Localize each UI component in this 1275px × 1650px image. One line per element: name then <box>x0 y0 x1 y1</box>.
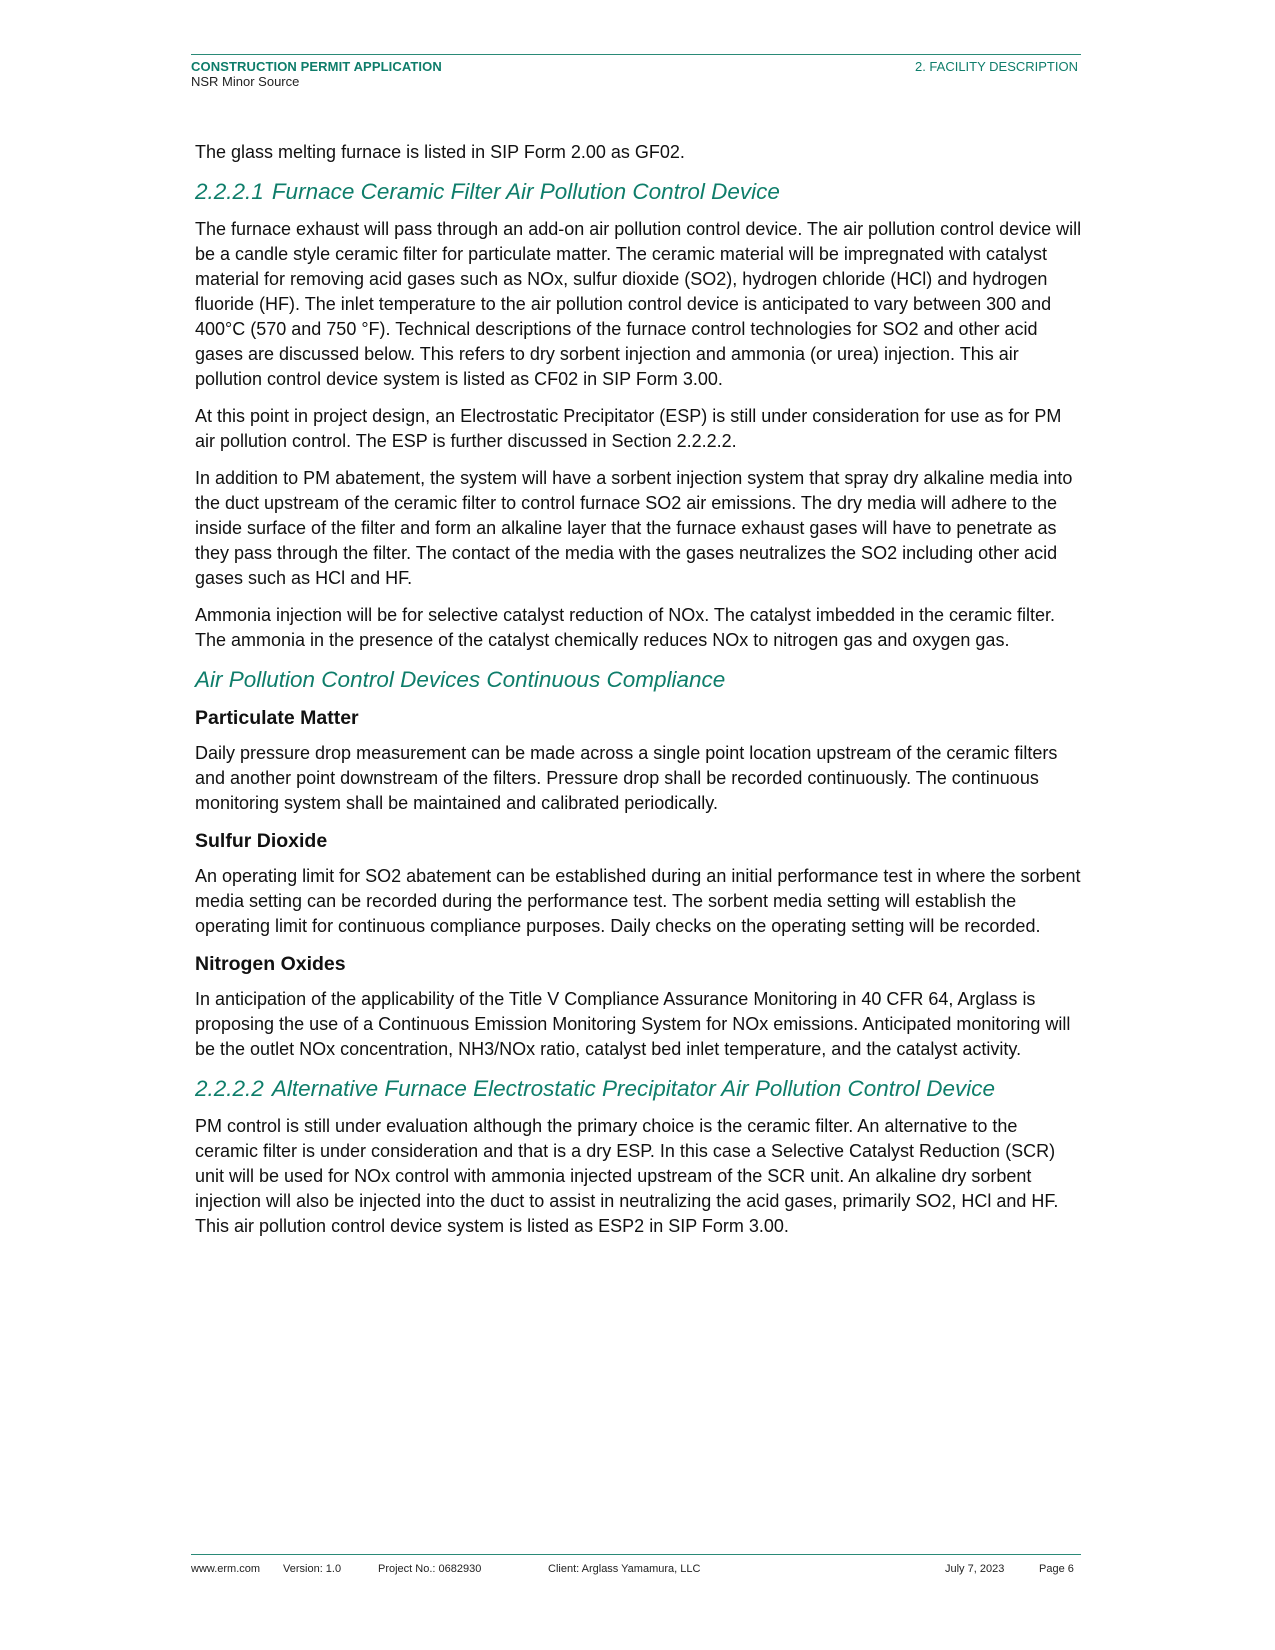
page-header <box>191 54 1081 90</box>
paragraph: The furnace exhaust will pass through an add-on air pollution control device. The air pollution control device will be a candle style ceramic filter for particulate matter. The ceramic material will be impregnated with catalyst material for removing acid gases such as NOx, sulfur dioxide (SO2), hydrogen chloride (HCl) and hydrogen fluoride (HF). The inlet temperature to the air pollution control device is anticipated to vary between 300 and 400°C (570 and 750 °F). Technical descriptions of the furnace control technologies for SO2 and other acid gases are discussed below. This refers to dry sorbent injection and ammonia (or urea) injection. This air pollution control device system is listed as CF02 in SIP Form 3.00. <box>195 219 1082 389</box>
page-body <box>195 140 1085 1251</box>
paragraph: An operating limit for SO2 abatement can be established during an initial performance test in where the sorbent media setting can be recorded during the performance test. The sorbent media setting will establish the operating limit for continuous compliance purposes. Daily checks on the operating setting will be recorded. <box>195 866 1081 936</box>
compliance-heading: Air Pollution Control Devices Continuous Compliance <box>195 667 726 692</box>
section-title: Furnace Ceramic Filter Air Pollution Control Device <box>271 179 780 204</box>
section-title: Alternative Furnace Electrostatic Precipitator Air Pollution Control Device <box>271 1076 996 1101</box>
subheading-sulfur-dioxide: Sulfur Dioxide <box>195 830 328 852</box>
footer-project: Project No.: 0682930 <box>378 1563 482 1575</box>
intro-paragraph: The glass melting furnace is listed in SIP Form 2.00 as GF02. <box>195 142 685 162</box>
section-number: 2.2.2.2 <box>195 1076 264 1101</box>
footer-website: www.erm.com <box>191 1563 261 1575</box>
paragraph: At this point in project design, an Electrostatic Precipitator (ESP) is still under consideration for use as for PM air pollution control. The ESP is further discussed in Section 2.2.2.2. <box>195 406 1062 451</box>
section-label: 2. FACILITY DESCRIPTION <box>914 59 1078 74</box>
subheading-nitrogen-oxides: Nitrogen Oxides <box>195 953 346 975</box>
document-title: CONSTRUCTION PERMIT APPLICATION <box>191 59 442 74</box>
section-heading-2222 <box>195 1074 1085 1104</box>
paragraph: Ammonia injection will be for selective catalyst reduction of NOx. The catalyst imbedded in the ceramic filter. The ammonia in the presence of the catalyst chemically reduces NOx to nitrogen gas and oxygen gas. <box>195 605 1056 650</box>
document-subtitle: NSR Minor Source <box>191 74 300 89</box>
section-heading-2221 <box>195 177 1085 207</box>
footer-version: Version: 1.0 <box>283 1563 342 1575</box>
footer-page-number: Page 6 <box>1039 1563 1074 1575</box>
footer-client: Client: Arglass Yamamura, LLC <box>548 1563 701 1575</box>
subheading-particulate-matter: Particulate Matter <box>195 707 359 729</box>
section-number: 2.2.2.1 <box>195 179 264 204</box>
paragraph: In anticipation of the applicability of the Title V Compliance Assurance Monitoring in 40 CFR 64, Arglass is proposing the use of a Continuous Emission Monitoring System for NOx emissions. Anticipated monitoring will be the outlet NOx concentration, NH3/NOx ratio, catalyst bed inlet temperature, and the catalyst activity. <box>195 989 1071 1059</box>
paragraph: PM control is still under evaluation although the primary choice is the ceramic filter. An alternative to the ceramic filter is under consideration and that is a dry ESP. In this case a Selective Catalyst Reduction (SCR) unit will be used for NOx control with ammonia injected upstream of the SCR unit. An alkaline dry sorbent injection will also be injected into the duct to assist in neutralizing the acid gases, primarily SO2, HCl and HF. This air pollution control device system is listed as ESP2 in SIP Form 3.00. <box>195 1116 1059 1236</box>
paragraph: Daily pressure drop measurement can be made across a single point location upstream of the ceramic filters and another point downstream of the filters. Pressure drop shall be recorded continuously. The continuous monitoring system shall be maintained and calibrated periodically. <box>195 743 1058 813</box>
footer-date: July 7, 2023 <box>945 1563 1005 1575</box>
paragraph: In addition to PM abatement, the system will have a sorbent injection system that spray dry alkaline media into the duct upstream of the ceramic filter to control furnace SO2 air emissions. The dry media will adhere to the inside surface of the filter and form an alkaline layer that the furnace exhaust gases will have to penetrate as they pass through the filter. The contact of the media with the gases neutralizes the SO2 including other acid gases such as HCl and HF. <box>195 468 1073 588</box>
page-footer <box>191 1554 1081 1581</box>
